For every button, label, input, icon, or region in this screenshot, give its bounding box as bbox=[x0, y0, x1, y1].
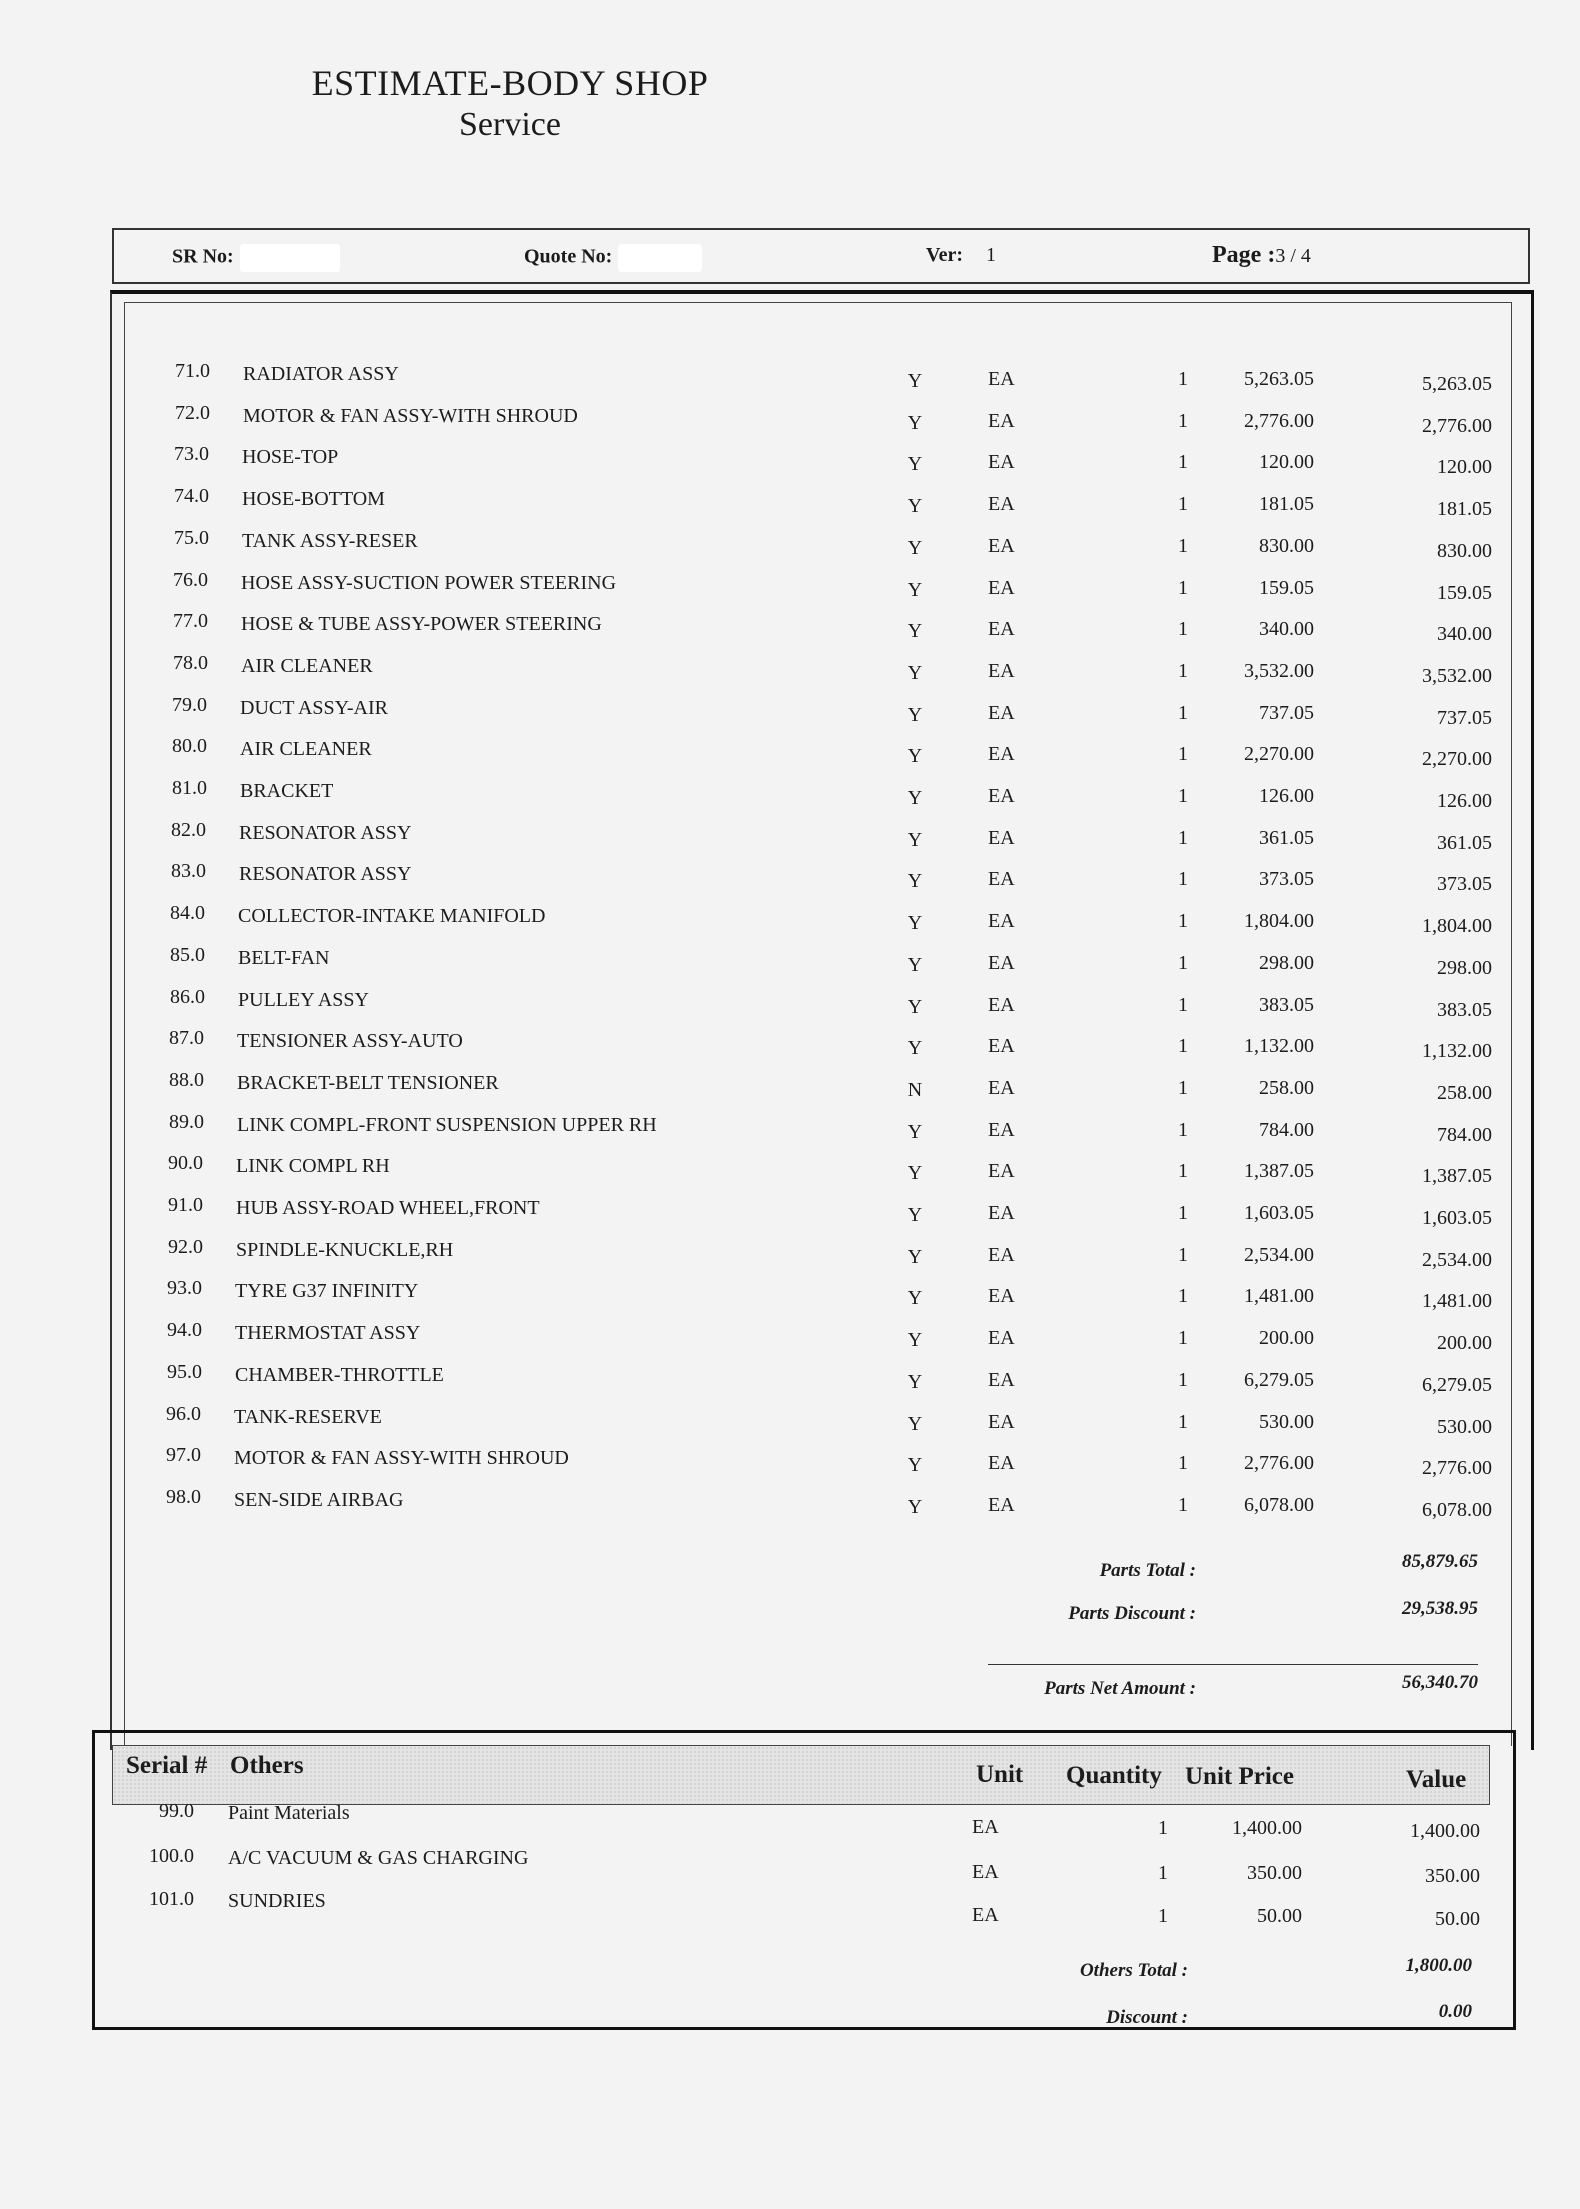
unit: EA bbox=[988, 1285, 1015, 1307]
others-header-value: Value bbox=[1406, 1766, 1467, 1793]
unit-price: 200.00 bbox=[1259, 1327, 1314, 1349]
table-row bbox=[0, 902, 1580, 942]
part-description: LINK COMPL RH bbox=[236, 1155, 390, 1177]
quantity: 1 bbox=[1158, 1817, 1168, 1839]
part-description: MOTOR & FAN ASSY-WITH SHROUD bbox=[243, 405, 578, 427]
quantity: 1 bbox=[1178, 493, 1188, 515]
part-description: HOSE ASSY-SUCTION POWER STEERING bbox=[241, 572, 617, 594]
quantity: 1 bbox=[1178, 451, 1188, 473]
part-description: HOSE-TOP bbox=[242, 446, 339, 468]
unit-price: 2,534.00 bbox=[1244, 1244, 1314, 1266]
line-value: 6,078.00 bbox=[1422, 1499, 1492, 1521]
serial-number: 98.0 bbox=[166, 1486, 201, 1508]
part-description: DUCT ASSY-AIR bbox=[240, 697, 388, 719]
part-flag: Y bbox=[907, 370, 923, 392]
serial-number: 94.0 bbox=[167, 1319, 202, 1341]
page-value: 3 / 4 bbox=[1275, 245, 1311, 267]
line-value: 5,263.05 bbox=[1422, 373, 1492, 395]
part-flag: Y bbox=[907, 912, 923, 934]
quantity: 1 bbox=[1178, 785, 1188, 807]
unit-price: 126.00 bbox=[1259, 785, 1314, 807]
unit: EA bbox=[988, 868, 1015, 890]
line-value: 1,481.00 bbox=[1422, 1290, 1492, 1312]
unit-price: 258.00 bbox=[1259, 1077, 1314, 1099]
part-flag: Y bbox=[907, 1162, 923, 1184]
others-total-label: Others Total : bbox=[1079, 1960, 1188, 1981]
table-row bbox=[0, 1361, 1580, 1401]
part-description: HOSE & TUBE ASSY-POWER STEERING bbox=[241, 613, 602, 635]
quantity: 1 bbox=[1178, 868, 1188, 890]
serial-number: 91.0 bbox=[168, 1194, 203, 1216]
unit-price: 1,132.00 bbox=[1244, 1035, 1314, 1057]
unit: EA bbox=[972, 1861, 999, 1883]
line-value: 361.05 bbox=[1437, 832, 1492, 854]
quantity: 1 bbox=[1178, 994, 1188, 1016]
part-flag: Y bbox=[907, 662, 923, 684]
quantity: 1 bbox=[1178, 577, 1188, 599]
part-flag: Y bbox=[907, 537, 923, 559]
serial-number: 80.0 bbox=[172, 735, 207, 757]
unit-price: 1,603.05 bbox=[1244, 1202, 1314, 1224]
others-row bbox=[0, 1800, 1580, 1840]
quantity: 1 bbox=[1178, 702, 1188, 724]
quote-label: Quote No: bbox=[524, 245, 613, 268]
part-flag: Y bbox=[907, 787, 923, 809]
part-flag: Y bbox=[907, 453, 923, 475]
unit: EA bbox=[988, 1035, 1015, 1057]
serial-number: 85.0 bbox=[170, 944, 205, 966]
line-value: 784.00 bbox=[1437, 1124, 1492, 1146]
unit-price: 2,776.00 bbox=[1244, 1452, 1314, 1474]
unit: EA bbox=[988, 368, 1015, 390]
line-value: 340.00 bbox=[1437, 623, 1492, 645]
serial-number: 84.0 bbox=[170, 902, 205, 924]
part-description: BRACKET bbox=[240, 780, 334, 802]
part-description: AIR CLEANER bbox=[241, 655, 373, 677]
table-row bbox=[0, 1403, 1580, 1443]
line-value: 530.00 bbox=[1437, 1416, 1492, 1438]
quote-value-redacted bbox=[618, 244, 702, 272]
table-row bbox=[0, 1486, 1580, 1526]
part-flag: Y bbox=[907, 620, 923, 642]
document-title-block bbox=[260, 62, 760, 144]
unit: EA bbox=[988, 1119, 1015, 1141]
part-description: AIR CLEANER bbox=[240, 738, 372, 760]
unit-price: 2,776.00 bbox=[1244, 410, 1314, 432]
quote-number bbox=[524, 244, 702, 272]
unit: EA bbox=[988, 1327, 1015, 1349]
others-description: Paint Materials bbox=[228, 1802, 350, 1824]
table-row bbox=[0, 652, 1580, 692]
serial-number: 83.0 bbox=[171, 860, 206, 882]
quantity: 1 bbox=[1178, 1327, 1188, 1349]
quantity: 1 bbox=[1178, 1119, 1188, 1141]
serial-number: 95.0 bbox=[167, 1361, 202, 1383]
part-flag: Y bbox=[907, 1121, 923, 1143]
unit-price: 530.00 bbox=[1259, 1411, 1314, 1433]
parts-discount-value: 29,538.95 bbox=[1402, 1598, 1478, 1619]
part-description: PULLEY ASSY bbox=[238, 989, 369, 1011]
unit-price: 6,078.00 bbox=[1244, 1494, 1314, 1516]
unit: EA bbox=[988, 1369, 1015, 1391]
table-row bbox=[0, 860, 1580, 900]
serial-number: 100.0 bbox=[149, 1845, 194, 1867]
unit: EA bbox=[988, 743, 1015, 765]
others-row bbox=[0, 1845, 1580, 1885]
serial-number: 88.0 bbox=[169, 1069, 204, 1091]
line-value: 1,603.05 bbox=[1422, 1207, 1492, 1229]
others-header-quantity: Quantity bbox=[1066, 1762, 1162, 1789]
unit-price: 1,804.00 bbox=[1244, 910, 1314, 932]
quantity: 1 bbox=[1178, 827, 1188, 849]
line-value: 258.00 bbox=[1437, 1082, 1492, 1104]
version bbox=[926, 244, 996, 267]
serial-number: 77.0 bbox=[173, 610, 208, 632]
part-description: TANK ASSY-RESER bbox=[242, 530, 418, 552]
part-description: HOSE-BOTTOM bbox=[242, 488, 385, 510]
serial-number: 81.0 bbox=[172, 777, 207, 799]
ver-value: 1 bbox=[986, 244, 997, 266]
line-value: 3,532.00 bbox=[1422, 665, 1492, 687]
line-value: 200.00 bbox=[1437, 1332, 1492, 1354]
table-row bbox=[0, 402, 1580, 442]
others-total-value: 1,800.00 bbox=[1405, 1955, 1472, 1976]
unit-price: 1,481.00 bbox=[1244, 1285, 1314, 1307]
page-label: Page : bbox=[1212, 242, 1276, 268]
unit: EA bbox=[988, 493, 1015, 515]
unit: EA bbox=[988, 451, 1015, 473]
part-description: RESONATOR ASSY bbox=[239, 863, 412, 885]
part-flag: Y bbox=[907, 1204, 923, 1226]
part-flag: Y bbox=[907, 1496, 923, 1518]
others-header-others: Others bbox=[230, 1752, 304, 1779]
serial-number: 74.0 bbox=[174, 485, 209, 507]
quantity: 1 bbox=[1178, 1244, 1188, 1266]
unit: EA bbox=[988, 1452, 1015, 1474]
quantity: 1 bbox=[1178, 1452, 1188, 1474]
part-flag: Y bbox=[907, 1329, 923, 1351]
part-flag: Y bbox=[907, 495, 923, 517]
part-flag: Y bbox=[907, 954, 923, 976]
line-value: 298.00 bbox=[1437, 957, 1492, 979]
quantity: 1 bbox=[1178, 1494, 1188, 1516]
unit: EA bbox=[988, 577, 1015, 599]
line-value: 2,776.00 bbox=[1422, 1457, 1492, 1479]
line-value: 1,387.05 bbox=[1422, 1165, 1492, 1187]
unit-price: 383.05 bbox=[1259, 994, 1314, 1016]
page-indicator bbox=[1212, 242, 1311, 269]
line-value: 373.05 bbox=[1437, 873, 1492, 895]
line-value: 350.00 bbox=[1425, 1865, 1480, 1887]
parts-total-label: Parts Total : bbox=[1099, 1560, 1196, 1581]
unit: EA bbox=[988, 785, 1015, 807]
unit-price: 6,279.05 bbox=[1244, 1369, 1314, 1391]
table-row bbox=[0, 1277, 1580, 1317]
part-description: HUB ASSY-ROAD WHEEL,FRONT bbox=[236, 1197, 540, 1219]
quantity: 1 bbox=[1178, 1160, 1188, 1182]
quantity: 1 bbox=[1178, 660, 1188, 682]
unit: EA bbox=[988, 1244, 1015, 1266]
table-row bbox=[0, 777, 1580, 817]
part-flag: Y bbox=[907, 1454, 923, 1476]
others-header-unit: Unit bbox=[976, 1761, 1024, 1788]
quantity: 1 bbox=[1178, 410, 1188, 432]
part-description: BRACKET-BELT TENSIONER bbox=[237, 1072, 499, 1094]
part-flag: Y bbox=[907, 1037, 923, 1059]
table-row bbox=[0, 610, 1580, 650]
serial-number: 92.0 bbox=[168, 1236, 203, 1258]
line-value: 1,132.00 bbox=[1422, 1040, 1492, 1062]
others-header-unit-price: Unit Price bbox=[1185, 1763, 1294, 1790]
part-description: RADIATOR ASSY bbox=[243, 363, 399, 385]
parts-net-label: Parts Net Amount : bbox=[1044, 1678, 1196, 1699]
quantity: 1 bbox=[1178, 910, 1188, 932]
unit-price: 50.00 bbox=[1257, 1905, 1302, 1927]
line-value: 126.00 bbox=[1437, 790, 1492, 812]
table-row bbox=[0, 735, 1580, 775]
unit: EA bbox=[972, 1816, 999, 1838]
table-row bbox=[0, 1111, 1580, 1151]
line-value: 1,400.00 bbox=[1410, 1820, 1480, 1842]
table-row bbox=[0, 527, 1580, 567]
others-header-serial: Serial # bbox=[126, 1752, 208, 1779]
part-flag: Y bbox=[907, 704, 923, 726]
serial-number: 72.0 bbox=[175, 402, 210, 424]
table-row bbox=[0, 944, 1580, 984]
unit: EA bbox=[988, 994, 1015, 1016]
unit: EA bbox=[988, 952, 1015, 974]
unit-price: 737.05 bbox=[1259, 702, 1314, 724]
part-flag: Y bbox=[907, 1246, 923, 1268]
parts-total-divider bbox=[988, 1664, 1478, 1665]
unit-price: 5,263.05 bbox=[1244, 368, 1314, 390]
quantity: 1 bbox=[1178, 743, 1188, 765]
part-description: COLLECTOR-INTAKE MANIFOLD bbox=[238, 905, 546, 927]
part-flag: Y bbox=[907, 829, 923, 851]
serial-number: 96.0 bbox=[166, 1403, 201, 1425]
unit: EA bbox=[988, 1077, 1015, 1099]
unit-price: 298.00 bbox=[1259, 952, 1314, 974]
others-row bbox=[0, 1888, 1580, 1928]
part-flag: Y bbox=[907, 412, 923, 434]
document-title: ESTIMATE-BODY SHOP bbox=[311, 63, 709, 103]
quantity: 1 bbox=[1178, 1202, 1188, 1224]
unit-price: 830.00 bbox=[1259, 535, 1314, 557]
others-description: A/C VACUUM & GAS CHARGING bbox=[228, 1847, 529, 1869]
line-value: 181.05 bbox=[1437, 498, 1492, 520]
serial-number: 71.0 bbox=[175, 360, 210, 382]
quantity: 1 bbox=[1158, 1862, 1168, 1884]
others-discount-value: 0.00 bbox=[1438, 2001, 1472, 2022]
table-row bbox=[0, 443, 1580, 483]
serial-number: 73.0 bbox=[174, 443, 209, 465]
unit-price: 373.05 bbox=[1259, 868, 1314, 890]
unit: EA bbox=[988, 535, 1015, 557]
unit: EA bbox=[988, 1411, 1015, 1433]
unit: EA bbox=[988, 910, 1015, 932]
part-description: TENSIONER ASSY-AUTO bbox=[237, 1030, 463, 1052]
line-value: 830.00 bbox=[1437, 540, 1492, 562]
part-flag: Y bbox=[907, 1413, 923, 1435]
unit: EA bbox=[988, 1160, 1015, 1182]
table-row bbox=[0, 986, 1580, 1026]
line-value: 2,776.00 bbox=[1422, 415, 1492, 437]
unit: EA bbox=[988, 1494, 1015, 1516]
part-flag: Y bbox=[907, 996, 923, 1018]
line-value: 159.05 bbox=[1437, 582, 1492, 604]
serial-number: 99.0 bbox=[159, 1800, 194, 1822]
unit: EA bbox=[988, 1202, 1015, 1224]
table-row bbox=[0, 1194, 1580, 1234]
part-description: CHAMBER-THROTTLE bbox=[235, 1364, 444, 1386]
table-row bbox=[0, 819, 1580, 859]
serial-number: 87.0 bbox=[169, 1027, 204, 1049]
part-description: RESONATOR ASSY bbox=[239, 822, 412, 844]
unit-price: 784.00 bbox=[1259, 1119, 1314, 1141]
quantity: 1 bbox=[1178, 1369, 1188, 1391]
serial-number: 93.0 bbox=[167, 1277, 202, 1299]
quantity: 1 bbox=[1178, 1077, 1188, 1099]
table-row bbox=[0, 1444, 1580, 1484]
part-description: SPINDLE-KNUCKLE,RH bbox=[236, 1239, 454, 1261]
unit: EA bbox=[988, 410, 1015, 432]
part-description: BELT-FAN bbox=[238, 947, 330, 969]
part-flag: Y bbox=[907, 745, 923, 767]
line-value: 383.05 bbox=[1437, 999, 1492, 1021]
quantity: 1 bbox=[1178, 1411, 1188, 1433]
serial-number: 82.0 bbox=[171, 819, 206, 841]
table-row bbox=[0, 1027, 1580, 1067]
unit-price: 3,532.00 bbox=[1244, 660, 1314, 682]
serial-number: 79.0 bbox=[172, 694, 207, 716]
part-description: SEN-SIDE AIRBAG bbox=[234, 1489, 404, 1511]
unit: EA bbox=[988, 618, 1015, 640]
unit-price: 120.00 bbox=[1259, 451, 1314, 473]
part-description: TYRE G37 INFINITY bbox=[235, 1280, 419, 1302]
line-value: 737.05 bbox=[1437, 707, 1492, 729]
unit-price: 1,400.00 bbox=[1232, 1817, 1302, 1839]
quantity: 1 bbox=[1178, 535, 1188, 557]
table-row bbox=[0, 694, 1580, 734]
table-row bbox=[0, 1069, 1580, 1109]
quantity: 1 bbox=[1178, 952, 1188, 974]
line-value: 1,804.00 bbox=[1422, 915, 1492, 937]
quantity: 1 bbox=[1178, 1285, 1188, 1307]
part-flag: Y bbox=[907, 870, 923, 892]
unit-price: 159.05 bbox=[1259, 577, 1314, 599]
unit-price: 350.00 bbox=[1247, 1862, 1302, 1884]
serial-number: 90.0 bbox=[168, 1152, 203, 1174]
others-description: SUNDRIES bbox=[228, 1890, 326, 1912]
unit: EA bbox=[988, 660, 1015, 682]
quantity: 1 bbox=[1178, 368, 1188, 390]
unit: EA bbox=[988, 702, 1015, 724]
unit: EA bbox=[988, 827, 1015, 849]
serial-number: 78.0 bbox=[173, 652, 208, 674]
estimate-header bbox=[112, 228, 1530, 284]
part-description: TANK-RESERVE bbox=[234, 1406, 382, 1428]
parts-net-value: 56,340.70 bbox=[1402, 1672, 1478, 1693]
table-row bbox=[0, 569, 1580, 609]
unit: EA bbox=[972, 1904, 999, 1926]
line-value: 2,534.00 bbox=[1422, 1249, 1492, 1271]
line-value: 6,279.05 bbox=[1422, 1374, 1492, 1396]
serial-number: 97.0 bbox=[166, 1444, 201, 1466]
part-flag: N bbox=[907, 1079, 923, 1101]
sr-number bbox=[172, 244, 340, 272]
table-row bbox=[0, 360, 1580, 400]
document-subtitle: Service bbox=[459, 106, 561, 143]
serial-number: 89.0 bbox=[169, 1111, 204, 1133]
unit-price: 1,387.05 bbox=[1244, 1160, 1314, 1182]
line-value: 2,270.00 bbox=[1422, 748, 1492, 770]
line-value: 50.00 bbox=[1435, 1908, 1480, 1930]
unit-price: 340.00 bbox=[1259, 618, 1314, 640]
parts-total-value: 85,879.65 bbox=[1402, 1551, 1478, 1572]
part-flag: Y bbox=[907, 1371, 923, 1393]
serial-number: 86.0 bbox=[170, 986, 205, 1008]
sr-value-redacted bbox=[240, 244, 340, 272]
part-description: THERMOSTAT ASSY bbox=[235, 1322, 421, 1344]
unit-price: 181.05 bbox=[1259, 493, 1314, 515]
part-description: LINK COMPL-FRONT SUSPENSION UPPER RH bbox=[237, 1114, 657, 1136]
table-row bbox=[0, 485, 1580, 525]
others-discount-label: Discount : bbox=[1106, 2007, 1188, 2028]
ver-label: Ver: bbox=[926, 244, 964, 266]
unit-price: 2,270.00 bbox=[1244, 743, 1314, 765]
serial-number: 101.0 bbox=[149, 1888, 194, 1910]
line-value: 120.00 bbox=[1437, 456, 1492, 478]
part-flag: Y bbox=[907, 579, 923, 601]
table-row bbox=[0, 1152, 1580, 1192]
part-flag: Y bbox=[907, 1287, 923, 1309]
table-row bbox=[0, 1319, 1580, 1359]
quantity: 1 bbox=[1158, 1905, 1168, 1927]
part-description: MOTOR & FAN ASSY-WITH SHROUD bbox=[234, 1447, 569, 1469]
sr-label: SR No: bbox=[172, 245, 234, 268]
quantity: 1 bbox=[1178, 1035, 1188, 1057]
parts-discount-label: Parts Discount : bbox=[1068, 1603, 1196, 1624]
quantity: 1 bbox=[1178, 618, 1188, 640]
table-row bbox=[0, 1236, 1580, 1276]
serial-number: 76.0 bbox=[173, 569, 208, 591]
unit-price: 361.05 bbox=[1259, 827, 1314, 849]
serial-number: 75.0 bbox=[174, 527, 209, 549]
